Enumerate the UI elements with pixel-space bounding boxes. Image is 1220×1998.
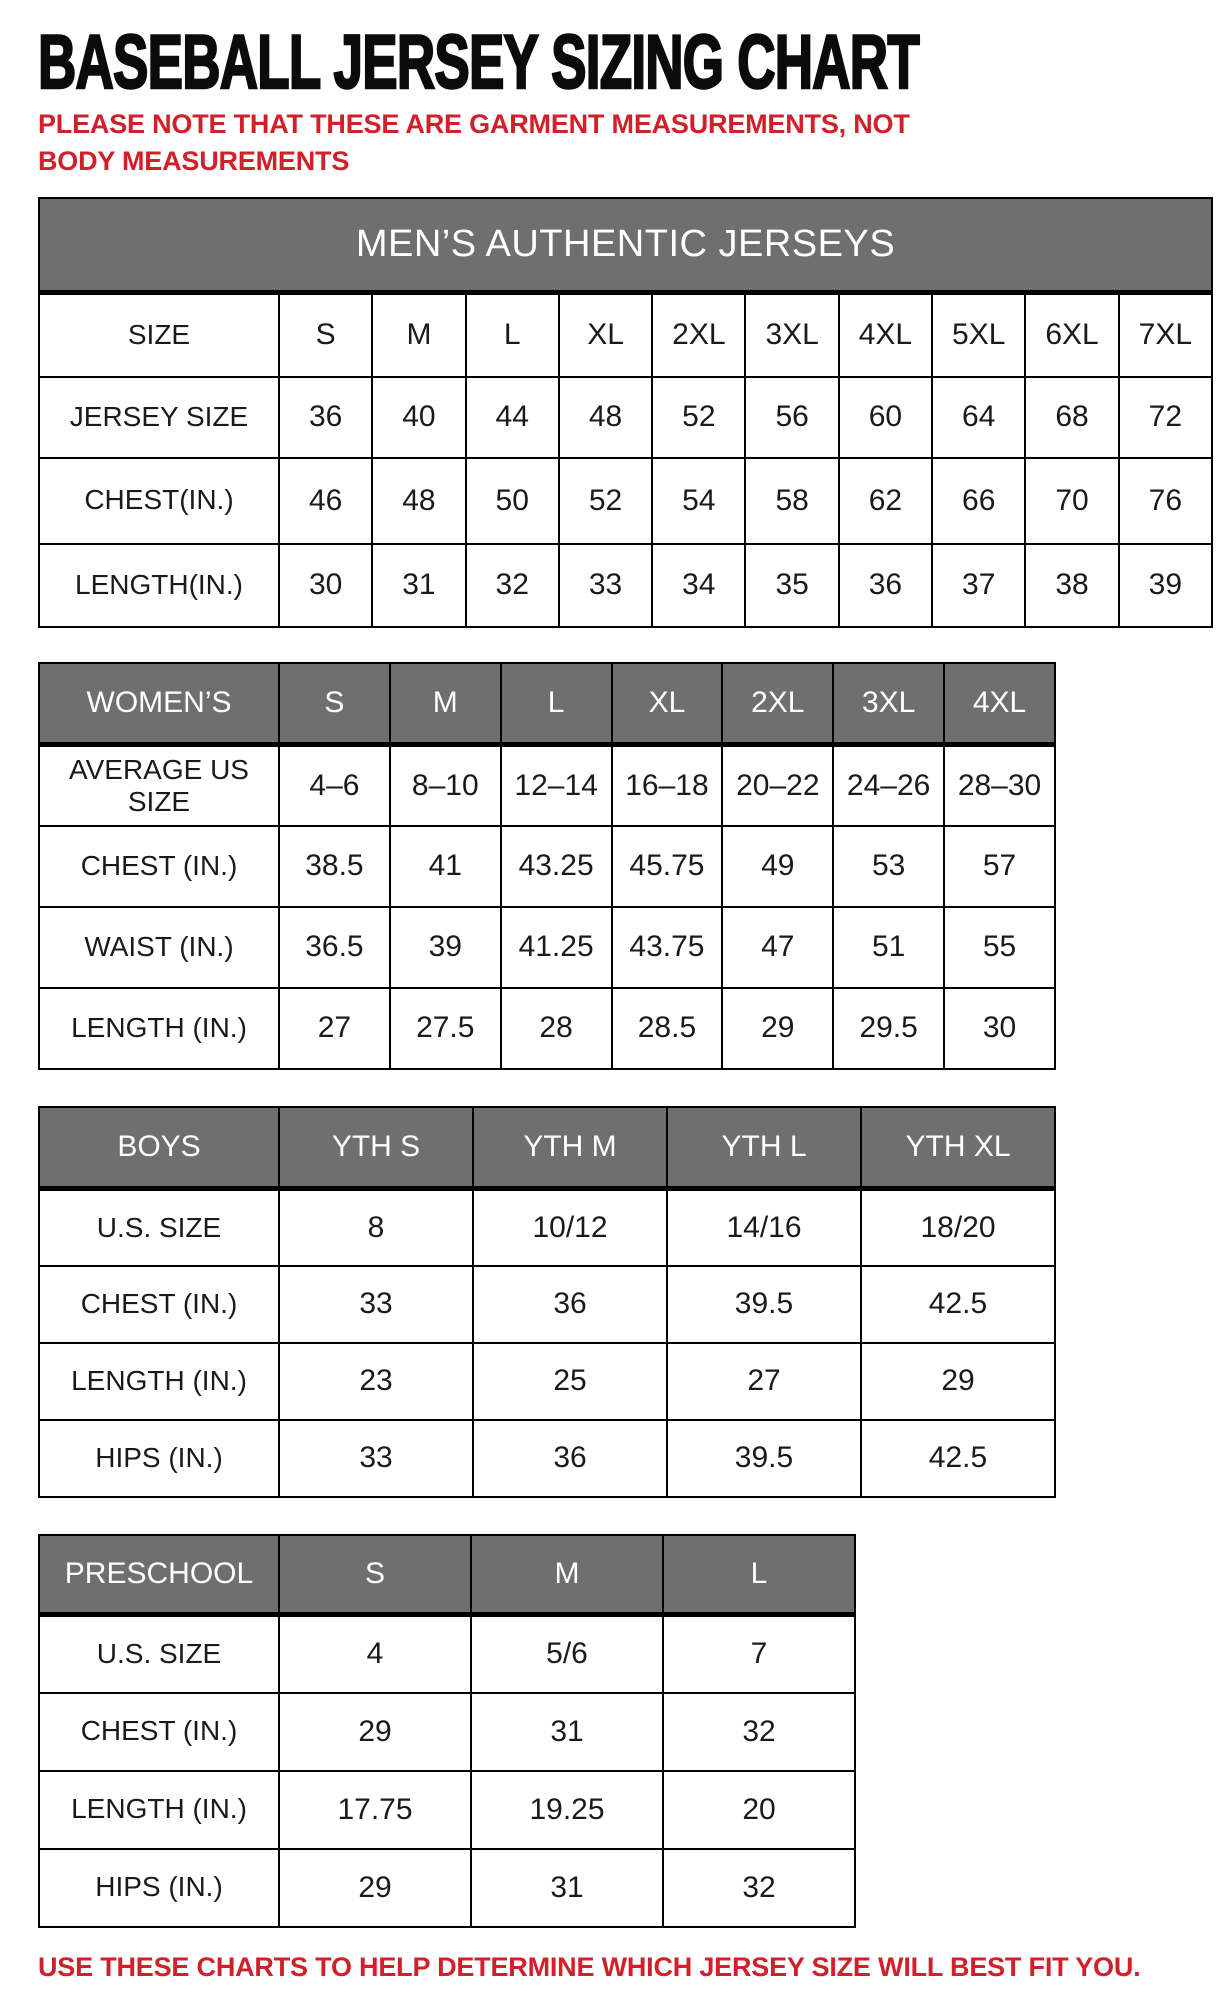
header-size-cell: YTH L <box>667 1107 861 1189</box>
data-cell: 39 <box>1119 544 1212 627</box>
data-cell: 58 <box>745 458 838 544</box>
data-cell: 49 <box>722 826 833 907</box>
header-label-cell: WOMEN’S <box>39 663 279 745</box>
data-cell: 8–10 <box>390 745 501 826</box>
footer-note: USE THESE CHARTS TO HELP DETERMINE WHICH JERSEY SIZE WILL BEST FIT YOU. <box>38 1951 1141 1982</box>
data-cell: 52 <box>652 377 745 458</box>
data-cell: 35 <box>745 544 838 627</box>
header-label-cell: PRESCHOOL <box>39 1535 279 1615</box>
data-cell: 54 <box>652 458 745 544</box>
header-label-cell: BOYS <box>39 1107 279 1189</box>
boys-sizing-table <box>38 1106 1056 1498</box>
row-label: SIZE <box>39 293 279 377</box>
header-size-cell: 3XL <box>833 663 944 745</box>
row-label: WAIST (IN.) <box>39 907 279 988</box>
data-cell: 55 <box>944 907 1055 988</box>
table-row <box>39 377 1212 458</box>
data-cell: 43.25 <box>501 826 612 907</box>
data-cell: 53 <box>833 826 944 907</box>
data-cell: 27 <box>667 1343 861 1420</box>
data-cell: 2XL <box>652 293 745 377</box>
data-cell: 44 <box>466 377 559 458</box>
row-label: LENGTH (IN.) <box>39 1343 279 1420</box>
row-label: LENGTH (IN.) <box>39 988 279 1069</box>
header-size-cell: 4XL <box>944 663 1055 745</box>
data-cell: 43.75 <box>612 907 723 988</box>
header-size-cell: S <box>279 1535 471 1615</box>
data-cell: 72 <box>1119 377 1212 458</box>
table-row <box>39 458 1212 544</box>
data-cell: 4XL <box>839 293 932 377</box>
data-cell: 38 <box>1025 544 1118 627</box>
row-label: HIPS (IN.) <box>39 1849 279 1927</box>
table-row <box>39 988 1055 1069</box>
data-cell: 28 <box>501 988 612 1069</box>
data-cell: 14/16 <box>667 1189 861 1266</box>
data-cell: S <box>279 293 372 377</box>
data-cell: 57 <box>944 826 1055 907</box>
row-label: U.S. SIZE <box>39 1189 279 1266</box>
header-size-cell: L <box>663 1535 855 1615</box>
data-cell: 36.5 <box>279 907 390 988</box>
data-cell: 28–30 <box>944 745 1055 826</box>
data-cell: 34 <box>652 544 745 627</box>
data-cell: 32 <box>466 544 559 627</box>
table-row <box>39 1189 1055 1266</box>
data-cell: 32 <box>663 1849 855 1927</box>
table-row <box>39 826 1055 907</box>
page-title-text: BASEBALL JERSEY SIZING CHART <box>38 19 919 105</box>
data-cell: 39 <box>390 907 501 988</box>
data-cell: 38.5 <box>279 826 390 907</box>
data-cell: 64 <box>932 377 1025 458</box>
data-cell: 24–26 <box>833 745 944 826</box>
womens-sizing-table <box>38 662 1056 1070</box>
data-cell: 30 <box>944 988 1055 1069</box>
table-row <box>39 1343 1055 1420</box>
data-cell: 39.5 <box>667 1420 861 1497</box>
data-cell: L <box>466 293 559 377</box>
table-row <box>39 1615 855 1693</box>
row-label: CHEST (IN.) <box>39 826 279 907</box>
data-cell: M <box>372 293 465 377</box>
preschool-sizing-table <box>38 1534 856 1928</box>
data-cell: 20–22 <box>722 745 833 826</box>
table-row <box>39 1771 855 1849</box>
mens-authentic-jerseys-table <box>38 197 1213 628</box>
data-cell: 36 <box>473 1420 667 1497</box>
sizing-chart-page <box>0 19 1220 1983</box>
data-cell: 7XL <box>1119 293 1212 377</box>
data-cell: 33 <box>559 544 652 627</box>
table-row <box>39 1420 1055 1497</box>
table-row <box>39 1266 1055 1343</box>
row-label: HIPS (IN.) <box>39 1420 279 1497</box>
data-cell: 3XL <box>745 293 838 377</box>
data-cell: 29 <box>861 1343 1055 1420</box>
data-cell: 48 <box>559 377 652 458</box>
table-row <box>39 293 1212 377</box>
header-size-cell: S <box>279 663 390 745</box>
data-cell: 36 <box>473 1266 667 1343</box>
table-row <box>39 1849 855 1927</box>
data-cell: 29 <box>279 1849 471 1927</box>
header-size-cell: 2XL <box>722 663 833 745</box>
data-cell: 68 <box>1025 377 1118 458</box>
header-size-cell: M <box>390 663 501 745</box>
table-header-row <box>39 1535 855 1615</box>
data-cell: 18/20 <box>861 1189 1055 1266</box>
data-cell: 29.5 <box>833 988 944 1069</box>
data-cell: 29 <box>722 988 833 1069</box>
data-cell: 29 <box>279 1693 471 1771</box>
data-cell: 39.5 <box>667 1266 861 1343</box>
data-cell: XL <box>559 293 652 377</box>
row-label: LENGTH (IN.) <box>39 1771 279 1849</box>
data-cell: 17.75 <box>279 1771 471 1849</box>
table-banner: MEN’S AUTHENTIC JERSEYS <box>39 198 1212 293</box>
table-row <box>39 544 1212 627</box>
data-cell: 31 <box>372 544 465 627</box>
row-label: CHEST (IN.) <box>39 1693 279 1771</box>
data-cell: 4 <box>279 1615 471 1693</box>
header-size-cell: YTH S <box>279 1107 473 1189</box>
data-cell: 50 <box>466 458 559 544</box>
data-cell: 33 <box>279 1266 473 1343</box>
data-cell: 30 <box>279 544 372 627</box>
page-title <box>38 19 1210 105</box>
data-cell: 12–14 <box>501 745 612 826</box>
data-cell: 27.5 <box>390 988 501 1069</box>
data-cell: 31 <box>471 1849 663 1927</box>
data-cell: 40 <box>372 377 465 458</box>
data-cell: 45.75 <box>612 826 723 907</box>
data-cell: 5XL <box>932 293 1025 377</box>
data-cell: 7 <box>663 1615 855 1693</box>
data-cell: 33 <box>279 1420 473 1497</box>
header-size-cell: XL <box>612 663 723 745</box>
table-row <box>39 745 1055 826</box>
data-cell: 48 <box>372 458 465 544</box>
data-cell: 23 <box>279 1343 473 1420</box>
row-label: JERSEY SIZE <box>39 377 279 458</box>
data-cell: 51 <box>833 907 944 988</box>
data-cell: 4–6 <box>279 745 390 826</box>
data-cell: 10/12 <box>473 1189 667 1266</box>
data-cell: 42.5 <box>861 1420 1055 1497</box>
table-banner-row <box>39 198 1212 293</box>
row-label: AVERAGE US SIZE <box>39 745 279 826</box>
table-header-row <box>39 663 1055 745</box>
data-cell: 36 <box>839 544 932 627</box>
data-cell: 76 <box>1119 458 1212 544</box>
data-cell: 16–18 <box>612 745 723 826</box>
header-size-cell: M <box>471 1535 663 1615</box>
data-cell: 46 <box>279 458 372 544</box>
data-cell: 5/6 <box>471 1615 663 1693</box>
header-size-cell: L <box>501 663 612 745</box>
data-cell: 52 <box>559 458 652 544</box>
header-size-cell: YTH M <box>473 1107 667 1189</box>
data-cell: 60 <box>839 377 932 458</box>
data-cell: 28.5 <box>612 988 723 1069</box>
data-cell: 25 <box>473 1343 667 1420</box>
data-cell: 32 <box>663 1693 855 1771</box>
table-row <box>39 907 1055 988</box>
data-cell: 62 <box>839 458 932 544</box>
data-cell: 6XL <box>1025 293 1118 377</box>
table-row <box>39 1693 855 1771</box>
row-label: LENGTH(IN.) <box>39 544 279 627</box>
header-size-cell: YTH XL <box>861 1107 1055 1189</box>
data-cell: 70 <box>1025 458 1118 544</box>
data-cell: 42.5 <box>861 1266 1055 1343</box>
data-cell: 36 <box>279 377 372 458</box>
data-cell: 19.25 <box>471 1771 663 1849</box>
data-cell: 56 <box>745 377 838 458</box>
row-label: CHEST(IN.) <box>39 458 279 544</box>
data-cell: 20 <box>663 1771 855 1849</box>
data-cell: 47 <box>722 907 833 988</box>
data-cell: 8 <box>279 1189 473 1266</box>
row-label: U.S. SIZE <box>39 1615 279 1693</box>
data-cell: 27 <box>279 988 390 1069</box>
table-header-row <box>39 1107 1055 1189</box>
row-label: CHEST (IN.) <box>39 1266 279 1343</box>
data-cell: 41 <box>390 826 501 907</box>
data-cell: 31 <box>471 1693 663 1771</box>
garment-measurement-note: PLEASE NOTE THAT THESE ARE GARMENT MEASUREMENTS, NOT BODY MEASUREMENTS <box>38 109 910 177</box>
data-cell: 41.25 <box>501 907 612 988</box>
data-cell: 66 <box>932 458 1025 544</box>
data-cell: 37 <box>932 544 1025 627</box>
